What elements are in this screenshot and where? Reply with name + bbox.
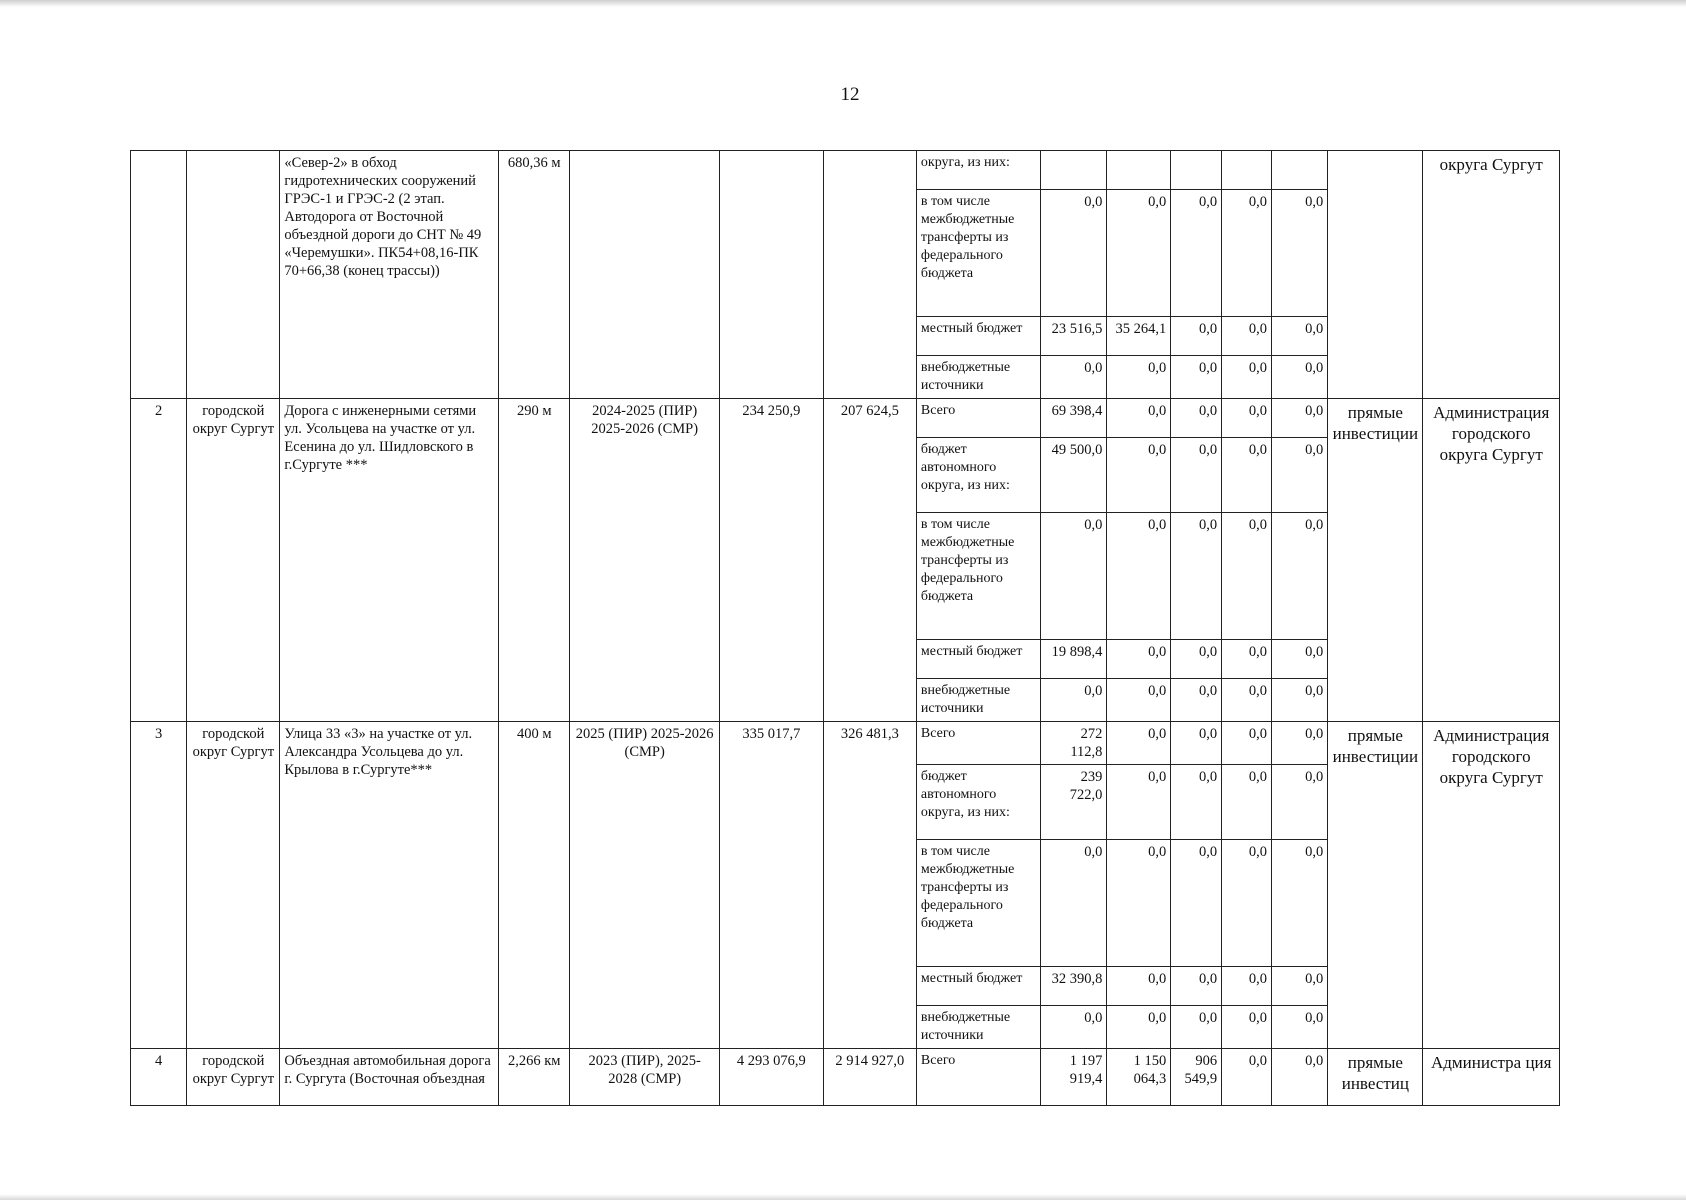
scan-edge-top — [0, 0, 1686, 7]
value-cell: 1 197 919,4 — [1041, 1049, 1107, 1106]
value-cell: 0,0 — [1271, 1006, 1327, 1049]
value-cell: 0,0 — [1222, 190, 1272, 317]
value-cell: 23 516,5 — [1041, 317, 1107, 356]
investment-form-cell: прямые инвестиции — [1328, 722, 1423, 1049]
value-cell: 0,0 — [1171, 1006, 1222, 1049]
value-cell — [1271, 151, 1327, 190]
municipality-cell — [187, 151, 280, 399]
value-cell: 0,0 — [1107, 722, 1171, 765]
scan-edge-bottom — [0, 1194, 1686, 1200]
value-cell: 0,0 — [1222, 840, 1272, 967]
value-cell: 35 264,1 — [1107, 317, 1171, 356]
municipality-cell: городской округ Сургут — [187, 722, 280, 1049]
value-cell: 0,0 — [1107, 356, 1171, 399]
value-cell — [1171, 151, 1222, 190]
capacity-cell: 400 м — [499, 722, 570, 1049]
source-label: в том числе межбюджетные трансферты из федерального бюджета — [916, 840, 1040, 967]
value-cell: 0,0 — [1271, 190, 1327, 317]
row-number: 3 — [131, 722, 187, 1049]
object-name-cell: «Север-2» в обход гидротехнических сооружений ГРЭС-1 и ГРЭС-2 (2 этап. Автодорога от Восточной объездной дороги до СНТ № 49 «Черемушки». ПК54+08,16-ПК 70+66,38 (конец трассы)) — [280, 151, 499, 399]
municipality-cell: городской округ Сургут — [187, 399, 280, 722]
object-name-cell: Улица 33 «3» на участке от ул. Александра Усольцева до ул. Крылова в г.Сургуте*** — [280, 722, 499, 1049]
value-cell: 0,0 — [1107, 513, 1171, 640]
investment-form-cell: прямые инвестиции — [1328, 399, 1423, 722]
capacity-cell: 290 м — [499, 399, 570, 722]
value-cell — [1107, 151, 1171, 190]
executor-cell: Администрация городского округа Сургут — [1423, 722, 1560, 1049]
value-cell: 49 500,0 — [1041, 438, 1107, 513]
object-name-cell: Дорога с инженерными сетями ул. Усольцева на участке от ул. Есенина до ул. Шидловского в г.Сургуте *** — [280, 399, 499, 722]
value-cell: 0,0 — [1271, 399, 1327, 438]
estimated-cost-cell: 234 250,9 — [719, 399, 823, 722]
capacity-cell: 2,266 км — [499, 1049, 570, 1106]
source-label: Всего — [916, 399, 1040, 438]
value-cell: 0,0 — [1171, 765, 1222, 840]
source-label: Всего — [916, 722, 1040, 765]
table-row — [131, 1049, 1560, 1106]
value-cell: 906 549,9 — [1171, 1049, 1222, 1106]
investment-table — [130, 150, 1560, 1106]
value-cell: 0,0 — [1271, 967, 1327, 1006]
value-cell: 0,0 — [1222, 1006, 1272, 1049]
value-cell: 0,0 — [1171, 722, 1222, 765]
executor-cell: Администра ция — [1423, 1049, 1560, 1106]
table-row — [131, 399, 1560, 438]
value-cell: 272 112,8 — [1041, 722, 1107, 765]
source-label: в том числе межбюджетные трансферты из федерального бюджета — [916, 190, 1040, 317]
value-cell: 0,0 — [1271, 722, 1327, 765]
value-cell: 0,0 — [1107, 640, 1171, 679]
value-cell: 0,0 — [1107, 190, 1171, 317]
source-label: внебюджетные источники — [916, 356, 1040, 399]
value-cell — [1222, 151, 1272, 190]
value-cell: 19 898,4 — [1041, 640, 1107, 679]
value-cell: 0,0 — [1107, 967, 1171, 1006]
value-cell: 0,0 — [1171, 438, 1222, 513]
estimated-cost-cell: 4 293 076,9 — [719, 1049, 823, 1106]
value-cell: 0,0 — [1222, 679, 1272, 722]
value-cell: 0,0 — [1107, 840, 1171, 967]
value-cell — [1041, 151, 1107, 190]
value-cell: 0,0 — [1222, 438, 1272, 513]
source-label: в том числе межбюджетные трансферты из федерального бюджета — [916, 513, 1040, 640]
period-cell — [570, 151, 719, 399]
remaining-cost-cell: 207 624,5 — [823, 399, 916, 722]
value-cell: 0,0 — [1271, 513, 1327, 640]
value-cell: 69 398,4 — [1041, 399, 1107, 438]
executor-cell: округа Сургут — [1423, 151, 1560, 399]
source-label: местный бюджет — [916, 317, 1040, 356]
value-cell: 0,0 — [1107, 679, 1171, 722]
value-cell: 0,0 — [1041, 840, 1107, 967]
value-cell: 0,0 — [1222, 513, 1272, 640]
municipality-cell: городской округ Сургут — [187, 1049, 280, 1106]
value-cell: 0,0 — [1171, 679, 1222, 722]
value-cell: 0,0 — [1171, 190, 1222, 317]
value-cell: 0,0 — [1271, 356, 1327, 399]
remaining-cost-cell: 326 481,3 — [823, 722, 916, 1049]
period-cell: 2023 (ПИР), 2025-2028 (СМР) — [570, 1049, 719, 1106]
source-label: бюджет автономного округа, из них: — [916, 438, 1040, 513]
value-cell: 0,0 — [1171, 317, 1222, 356]
row-number: 4 — [131, 1049, 187, 1106]
source-label: внебюджетные источники — [916, 1006, 1040, 1049]
remaining-cost-cell: 2 914 927,0 — [823, 1049, 916, 1106]
source-label: бюджет автономного округа, из них: — [916, 765, 1040, 840]
executor-cell: Администрация городского округа Сургут — [1423, 399, 1560, 722]
source-label: Всего — [916, 1049, 1040, 1106]
value-cell: 0,0 — [1222, 640, 1272, 679]
value-cell: 0,0 — [1222, 356, 1272, 399]
value-cell: 0,0 — [1041, 679, 1107, 722]
capacity-cell: 680,36 м — [499, 151, 570, 399]
value-cell: 0,0 — [1222, 317, 1272, 356]
estimated-cost-cell — [719, 151, 823, 399]
value-cell: 0,0 — [1222, 967, 1272, 1006]
row-number: 2 — [131, 399, 187, 722]
num-cell — [131, 151, 187, 399]
period-cell: 2025 (ПИР) 2025-2026 (СМР) — [570, 722, 719, 1049]
value-cell: 0,0 — [1222, 722, 1272, 765]
value-cell: 32 390,8 — [1041, 967, 1107, 1006]
page-number: 12 — [840, 84, 860, 105]
value-cell: 0,0 — [1041, 1006, 1107, 1049]
value-cell: 0,0 — [1271, 438, 1327, 513]
value-cell: 0,0 — [1171, 967, 1222, 1006]
value-cell: 0,0 — [1271, 765, 1327, 840]
remaining-cost-cell — [823, 151, 916, 399]
source-label: внебюджетные источники — [916, 679, 1040, 722]
object-name-cell: Объездная автомобильная дорога г. Сургута (Восточная объездная — [280, 1049, 499, 1106]
investment-form-cell — [1328, 151, 1423, 399]
value-cell: 0,0 — [1171, 513, 1222, 640]
value-cell: 0,0 — [1107, 399, 1171, 438]
value-cell: 0,0 — [1222, 1049, 1272, 1106]
value-cell: 0,0 — [1107, 765, 1171, 840]
table-row — [131, 151, 1560, 190]
value-cell: 0,0 — [1041, 513, 1107, 640]
value-cell: 0,0 — [1271, 317, 1327, 356]
value-cell: 0,0 — [1171, 840, 1222, 967]
value-cell: 0,0 — [1222, 765, 1272, 840]
value-cell: 0,0 — [1171, 356, 1222, 399]
estimated-cost-cell: 335 017,7 — [719, 722, 823, 1049]
value-cell: 239 722,0 — [1041, 765, 1107, 840]
value-cell: 1 150 064,3 — [1107, 1049, 1171, 1106]
source-label: местный бюджет — [916, 640, 1040, 679]
value-cell: 0,0 — [1222, 399, 1272, 438]
value-cell: 0,0 — [1271, 640, 1327, 679]
table-row — [131, 722, 1560, 765]
investment-form-cell: прямые инвестиц — [1328, 1049, 1423, 1106]
value-cell: 0,0 — [1271, 679, 1327, 722]
value-cell: 0,0 — [1271, 1049, 1327, 1106]
value-cell: 0,0 — [1171, 640, 1222, 679]
value-cell: 0,0 — [1107, 438, 1171, 513]
source-label: местный бюджет — [916, 967, 1040, 1006]
value-cell: 0,0 — [1041, 190, 1107, 317]
source-label: округа, из них: — [916, 151, 1040, 190]
value-cell: 0,0 — [1041, 356, 1107, 399]
value-cell: 0,0 — [1271, 840, 1327, 967]
period-cell: 2024-2025 (ПИР) 2025-2026 (СМР) — [570, 399, 719, 722]
value-cell: 0,0 — [1107, 1006, 1171, 1049]
value-cell: 0,0 — [1171, 399, 1222, 438]
